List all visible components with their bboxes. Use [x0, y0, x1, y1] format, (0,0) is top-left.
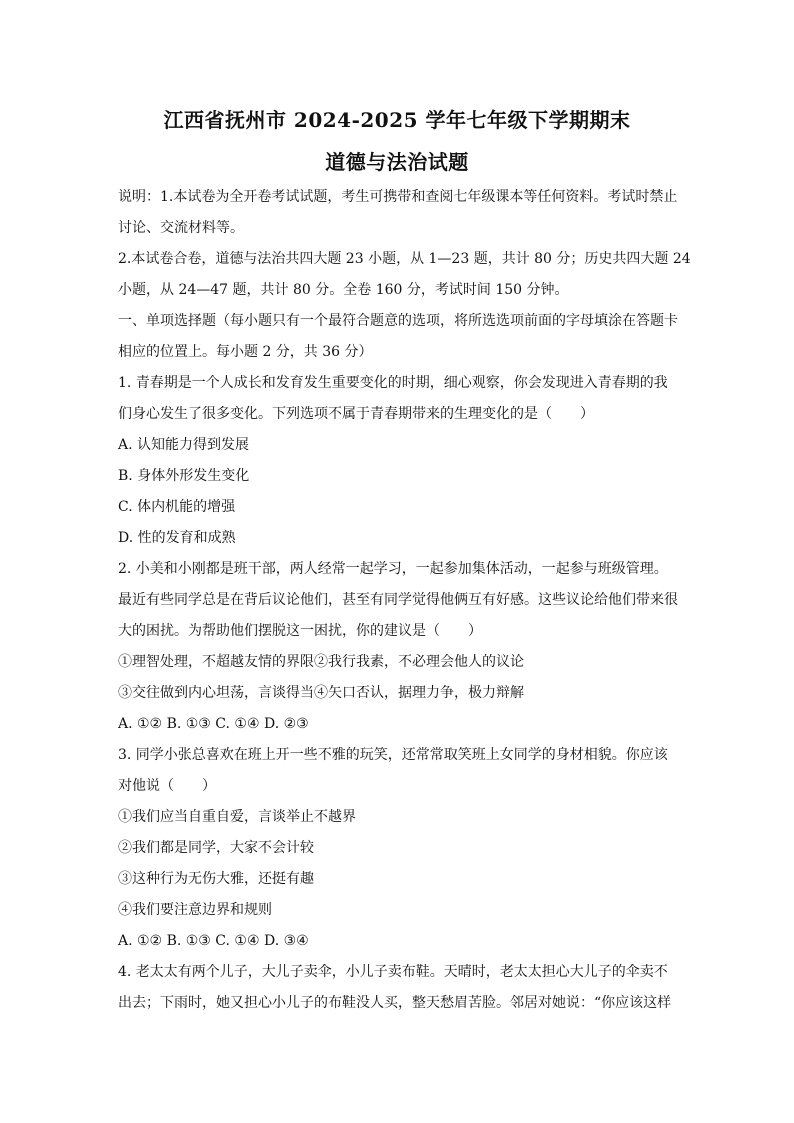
exam-title-line-1: 江西省抚州市 2024-2025 学年七年级下学期期末 [163, 108, 631, 132]
q2-stem-line-1: 2. 小美和小刚都是班干部，两人经常一起学习，一起参加集体活动，一起参与班级管理。 [118, 561, 668, 577]
exam-title-line-2: 道德与法治试题 [325, 150, 469, 174]
q2-items-1-2: ①理智处理，不超越友情的界限②我行我素，不必理会他人的议论 [118, 654, 524, 670]
notes-line-2: 讨论、交流材料等。 [118, 220, 244, 236]
q3-stem-line-2: 对他说（ ） [118, 778, 216, 794]
q1-stem-line-2: 们身心发生了很多变化。下列选项不属于青春期带来的生理变化的是（ ） [118, 406, 594, 422]
section-heading-line-1: 一、单项选择题（每小题只有一个最符合题意的选项，将所选选项前面的字母填涂在答题卡 [118, 313, 678, 329]
q2-stem-line-2: 最近有些同学总是在背后议论他们，甚至有同学觉得他俩互有好感。这些议论给他们带来很 [118, 592, 678, 608]
q3-stem-line-1: 3. 同学小张总喜欢在班上开一些不雅的玩笑，还常常取笑班上女同学的身材相貌。你应该 [118, 747, 668, 763]
q3-item-4: ④我们要注意边界和规则 [118, 902, 272, 918]
q3-choices: A. ①② B. ①③ C. ①④ D. ③④ [118, 933, 309, 949]
q1-option-c: C. 体内机能的增强 [118, 499, 236, 515]
q2-items-3-4: ③交往做到内心坦荡，言谈得当④矢口否认，据理力争，极力辩解 [118, 685, 524, 701]
q2-choices: A. ①② B. ①③ C. ①④ D. ②③ [118, 716, 309, 732]
notes-line-1: 说明：1.本试卷为全开卷考试试题，考生可携带和查阅七年级课本等任何资料。考试时禁止 [118, 189, 678, 205]
q1-option-d: D. 性的发育和成熟 [118, 530, 236, 546]
q4-stem-line-2: 出去；下雨时，她又担心小儿子的布鞋没人买，整天愁眉苦脸。邻居对她说：“你应该这样 [118, 995, 672, 1011]
q4-stem-line-1: 4. 老太太有两个儿子，大儿子卖伞，小儿子卖布鞋。天晴时，老太太担心大儿子的伞卖不 [118, 964, 668, 980]
q1-stem-line-1: 1. 青春期是一个人成长和发育发生重要变化的时期，细心观察，你会发现进入青春期的我 [118, 375, 668, 391]
q3-item-1: ①我们应当自重自爱，言谈举止不越界 [118, 809, 356, 825]
section-heading-line-2: 相应的位置上。每小题 2 分，共 36 分） [118, 344, 373, 360]
exam-content [118, 182, 691, 1019]
q2-stem-line-3: 大的困扰。为帮助他们摆脱这一困扰，你的建议是（ ） [118, 623, 482, 639]
notes-line-3: 2.本试卷合卷，道德与法治共四大题 23 小题，从 1—23 题，共计 80 分；历史共四大题 24 [118, 251, 691, 267]
q1-option-a: A. 认知能力得到发展 [118, 437, 250, 453]
q1-option-b: B. 身体外形发生变化 [118, 468, 250, 484]
q3-item-2: ②我们都是同学，大家不会计较 [118, 840, 314, 856]
q3-item-3: ③这种行为无伤大雅，还挺有趣 [118, 871, 314, 887]
notes-line-4: 小题，从 24—47 题，共计 80 分。全卷 160 分，考试时间 150 分钟。 [118, 282, 569, 298]
